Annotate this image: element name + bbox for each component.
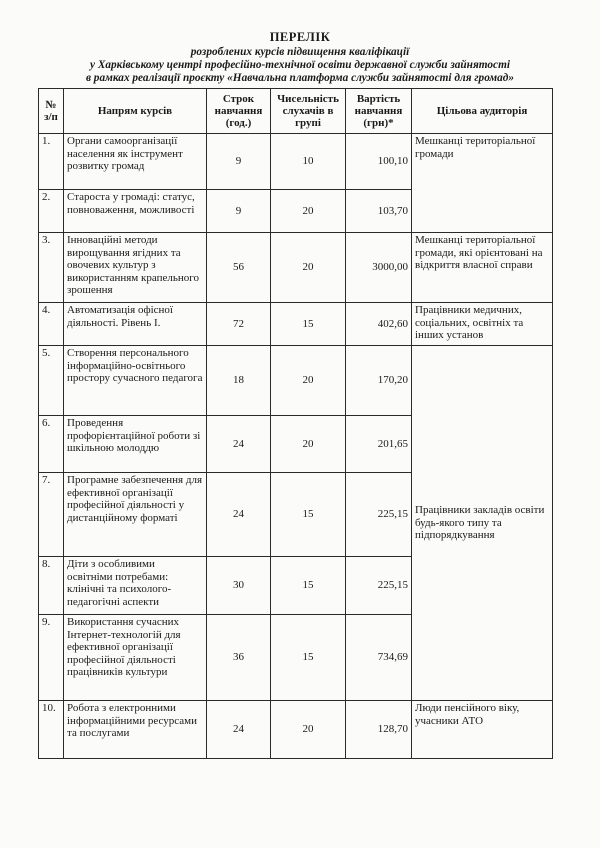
row-audience: Люди пенсійного віку, учасники АТО [412,701,553,759]
row-cost: 103,70 [346,190,412,233]
row-group-size: 10 [271,134,346,190]
row-group-size: 20 [271,701,346,759]
row-num: 6. [39,416,64,473]
row-num: 8. [39,557,64,615]
subtitle-line-1: розроблених курсів підвищення кваліфікації [190,46,410,58]
table-row [39,233,553,303]
row-group-size: 15 [271,303,346,346]
row-duration: 24 [207,473,271,557]
document-title: ПЕРЕЛІК [269,30,331,44]
header-num: № з/п [39,89,64,134]
row-cost: 170,20 [346,346,412,416]
row-num: 1. [39,134,64,190]
row-cost: 225,15 [346,473,412,557]
table-row [39,346,553,416]
row-group-size: 20 [271,346,346,416]
row-direction: Автоматизація офісної діяльності. Рівень І. [64,303,207,346]
row-duration: 30 [207,557,271,615]
row-duration: 36 [207,615,271,701]
row-cost: 100,10 [346,134,412,190]
table-row [39,701,553,759]
row-direction: Староста у громаді: статус, повноваження, можливості [64,190,207,233]
row-duration: 24 [207,701,271,759]
row-direction: Робота з електронними інформаційними ресурсами та послугами [64,701,207,759]
row-num: 7. [39,473,64,557]
row-cost: 128,70 [346,701,412,759]
header-group-size: Чисельність слухачів в групі [271,89,346,134]
row-group-size: 15 [271,473,346,557]
row-duration: 72 [207,303,271,346]
row-group-size: 20 [271,190,346,233]
row-direction: Діти з особливими освітніми потребами: клінічні та психолого-педагогічні аспекти [64,557,207,615]
row-group-size: 20 [271,233,346,303]
row-num: 9. [39,615,64,701]
row-audience: Працівники закладів освіти будь-якого типу та підпорядкування [412,346,553,701]
row-cost: 734,69 [346,615,412,701]
row-num: 10. [39,701,64,759]
table-row [39,134,553,190]
courses-table [38,88,553,759]
row-audience: Працівники медичних, соціальних, освітніх та інших установ [412,303,553,346]
row-direction: Інноваційні методи вирощування ягідних та овочевих культур з використанням крапельного зрошення [64,233,207,303]
row-direction: Органи самоорганізації населення як інструмент розвитку громад [64,134,207,190]
row-duration: 56 [207,233,271,303]
row-direction: Створення персонального інформаційно-освітнього простору сучасного педагога [64,346,207,416]
row-direction: Використання сучасних Інтернет-технологій для ефективної організації професійної діяльності працівників культури [64,615,207,701]
document-subtitle [20,46,580,85]
row-group-size: 15 [271,615,346,701]
row-audience: Мешканці територіальної громади [412,134,553,233]
row-audience: Мешканці територіальної громади, які орієнтовані на відкриття власної справи [412,233,553,303]
header-duration: Строк навчання (год.) [207,89,271,134]
subtitle-line-3: в рамках реалізації проєкту «Навчальна платформа служби зайнятості для громад» [85,72,515,84]
row-group-size: 20 [271,416,346,473]
row-num: 4. [39,303,64,346]
table-row [39,303,553,346]
row-duration: 9 [207,190,271,233]
row-direction: Проведення профорієнтаційної роботи зі шкільною молоддю [64,416,207,473]
row-num: 2. [39,190,64,233]
row-cost: 3000,00 [346,233,412,303]
row-cost: 201,65 [346,416,412,473]
row-cost: 402,60 [346,303,412,346]
table-header-row [39,89,553,134]
row-num: 5. [39,346,64,416]
subtitle-line-2: у Харківському центрі професійно-технічної освіти державної служби зайнятості [89,59,510,71]
header-audience: Цільова аудиторія [412,89,553,134]
header-cost: Вартість навчання (грн)* [346,89,412,134]
row-duration: 18 [207,346,271,416]
row-cost: 225,15 [346,557,412,615]
header-direction: Напрям курсів [64,89,207,134]
row-duration: 9 [207,134,271,190]
row-direction: Програмне забезпечення для ефективної організації професійної діяльності у дистанційному форматі [64,473,207,557]
row-duration: 24 [207,416,271,473]
row-group-size: 15 [271,557,346,615]
row-num: 3. [39,233,64,303]
